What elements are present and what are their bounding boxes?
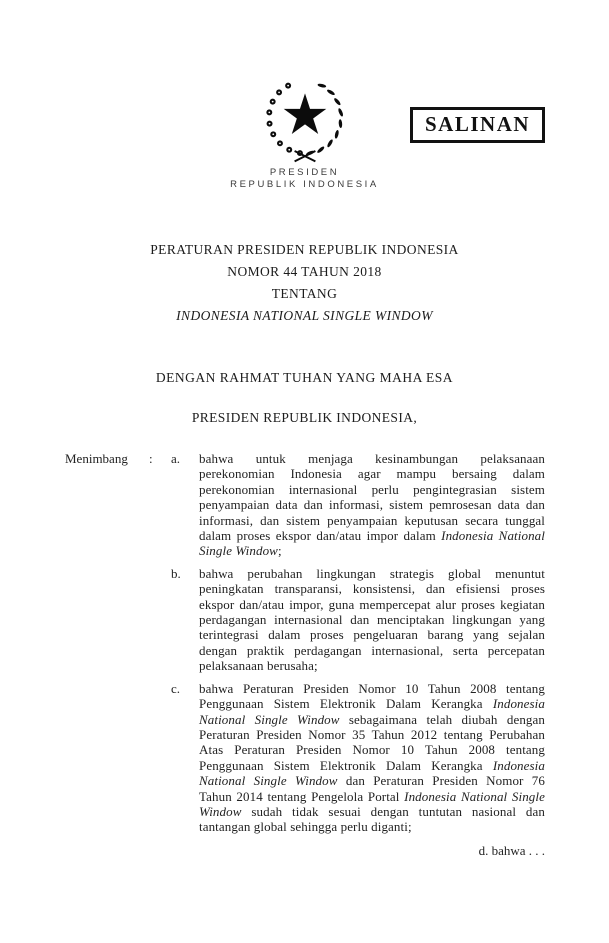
considerations-section: [65, 451, 545, 835]
regulation-subject: INDONESIA NATIONAL SINGLE WINDOW: [176, 308, 433, 323]
spacer: [65, 681, 149, 835]
letterhead-caption-line1: PRESIDEN: [269, 167, 340, 178]
letterhead: [0, 0, 609, 190]
letterhead-caption-line2: REPUBLIK INDONESIA: [230, 178, 379, 190]
authority-line: PRESIDEN REPUBLIK INDONESIA,: [191, 410, 418, 425]
spacer: [149, 566, 171, 674]
regulation-tentang: TENTANG: [271, 286, 338, 301]
salinan-stamp-label: SALINAN: [425, 112, 531, 136]
consideration-item-c: bahwa Peraturan Presiden Nomor 10 Tahun 2008 tentang Penggunaan Sistem Elektronik Dalam Kerangka Indonesia National Single Window sebagaimana telah diubah dengan Peraturan Presiden Nomor 35 Tahun 2012 tentang Perubahan Atas Peraturan Presiden Nomor 10 Tahun 2008 tentang Penggunaan Sistem Elektronik Dalam Kerangka Indonesia National Single Window dan Peraturan Presiden Nomor 76 Tahun 2014 tentang Pengelola Portal Indonesia National Single Window sudah tidak sesuai dengan tuntutan nasional dan tantangan global sehingga perlu diganti;: [199, 680, 545, 835]
considerations-separator: :: [149, 451, 153, 466]
considerations-label: Menimbang: [65, 451, 128, 466]
regulation-title-line1: PERATURAN PRESIDEN REPUBLIK INDONESIA: [150, 242, 459, 257]
consideration-item-a: bahwa untuk menjaga kesinambungan pelaksanaan perekonomian Indonesia agar mampu bersaing dalam perekonomian internasional perlu pengintegrasian sistem penyampaian data dan informasi, sistem pemrosesan data dan informasi, dan sistem penyampaian keputusan secara tunggal dalam proses ekspor dan/atau impor dalam Indonesia National Single Window;: [199, 451, 545, 559]
spacer: [65, 566, 149, 674]
regulation-title: [0, 239, 609, 327]
consideration-marker-a: a.: [171, 451, 181, 466]
letterhead-caption: [0, 167, 609, 190]
regulation-number: NOMOR 44 TAHUN 2018: [227, 264, 382, 279]
consideration-marker-c: c.: [171, 680, 181, 696]
consideration-item-b: bahwa perubahan lingkungan strategis global menuntut peningkatan transparansi, konsistensi, dan efisiensi proses ekspor dan/atau impor, guna mempercepat alur proses kegiatan perdagangan internasional dan menciptakan lingkungan yang terintegrasi dalam proses pengeluaran barang yang sejalan dengan praktik perdagangan internasional, serta percepatan pelaksanaan berusaha;: [199, 565, 545, 674]
catchword: d. bahwa . . .: [478, 842, 545, 858]
invocation-line: DENGAN RAHMAT TUHAN YANG MAHA ESA: [155, 370, 454, 385]
consideration-marker-b: b.: [171, 565, 181, 581]
spacer: [149, 681, 171, 835]
presidential-seal-icon: [257, 74, 353, 164]
salinan-stamp: [410, 107, 545, 143]
